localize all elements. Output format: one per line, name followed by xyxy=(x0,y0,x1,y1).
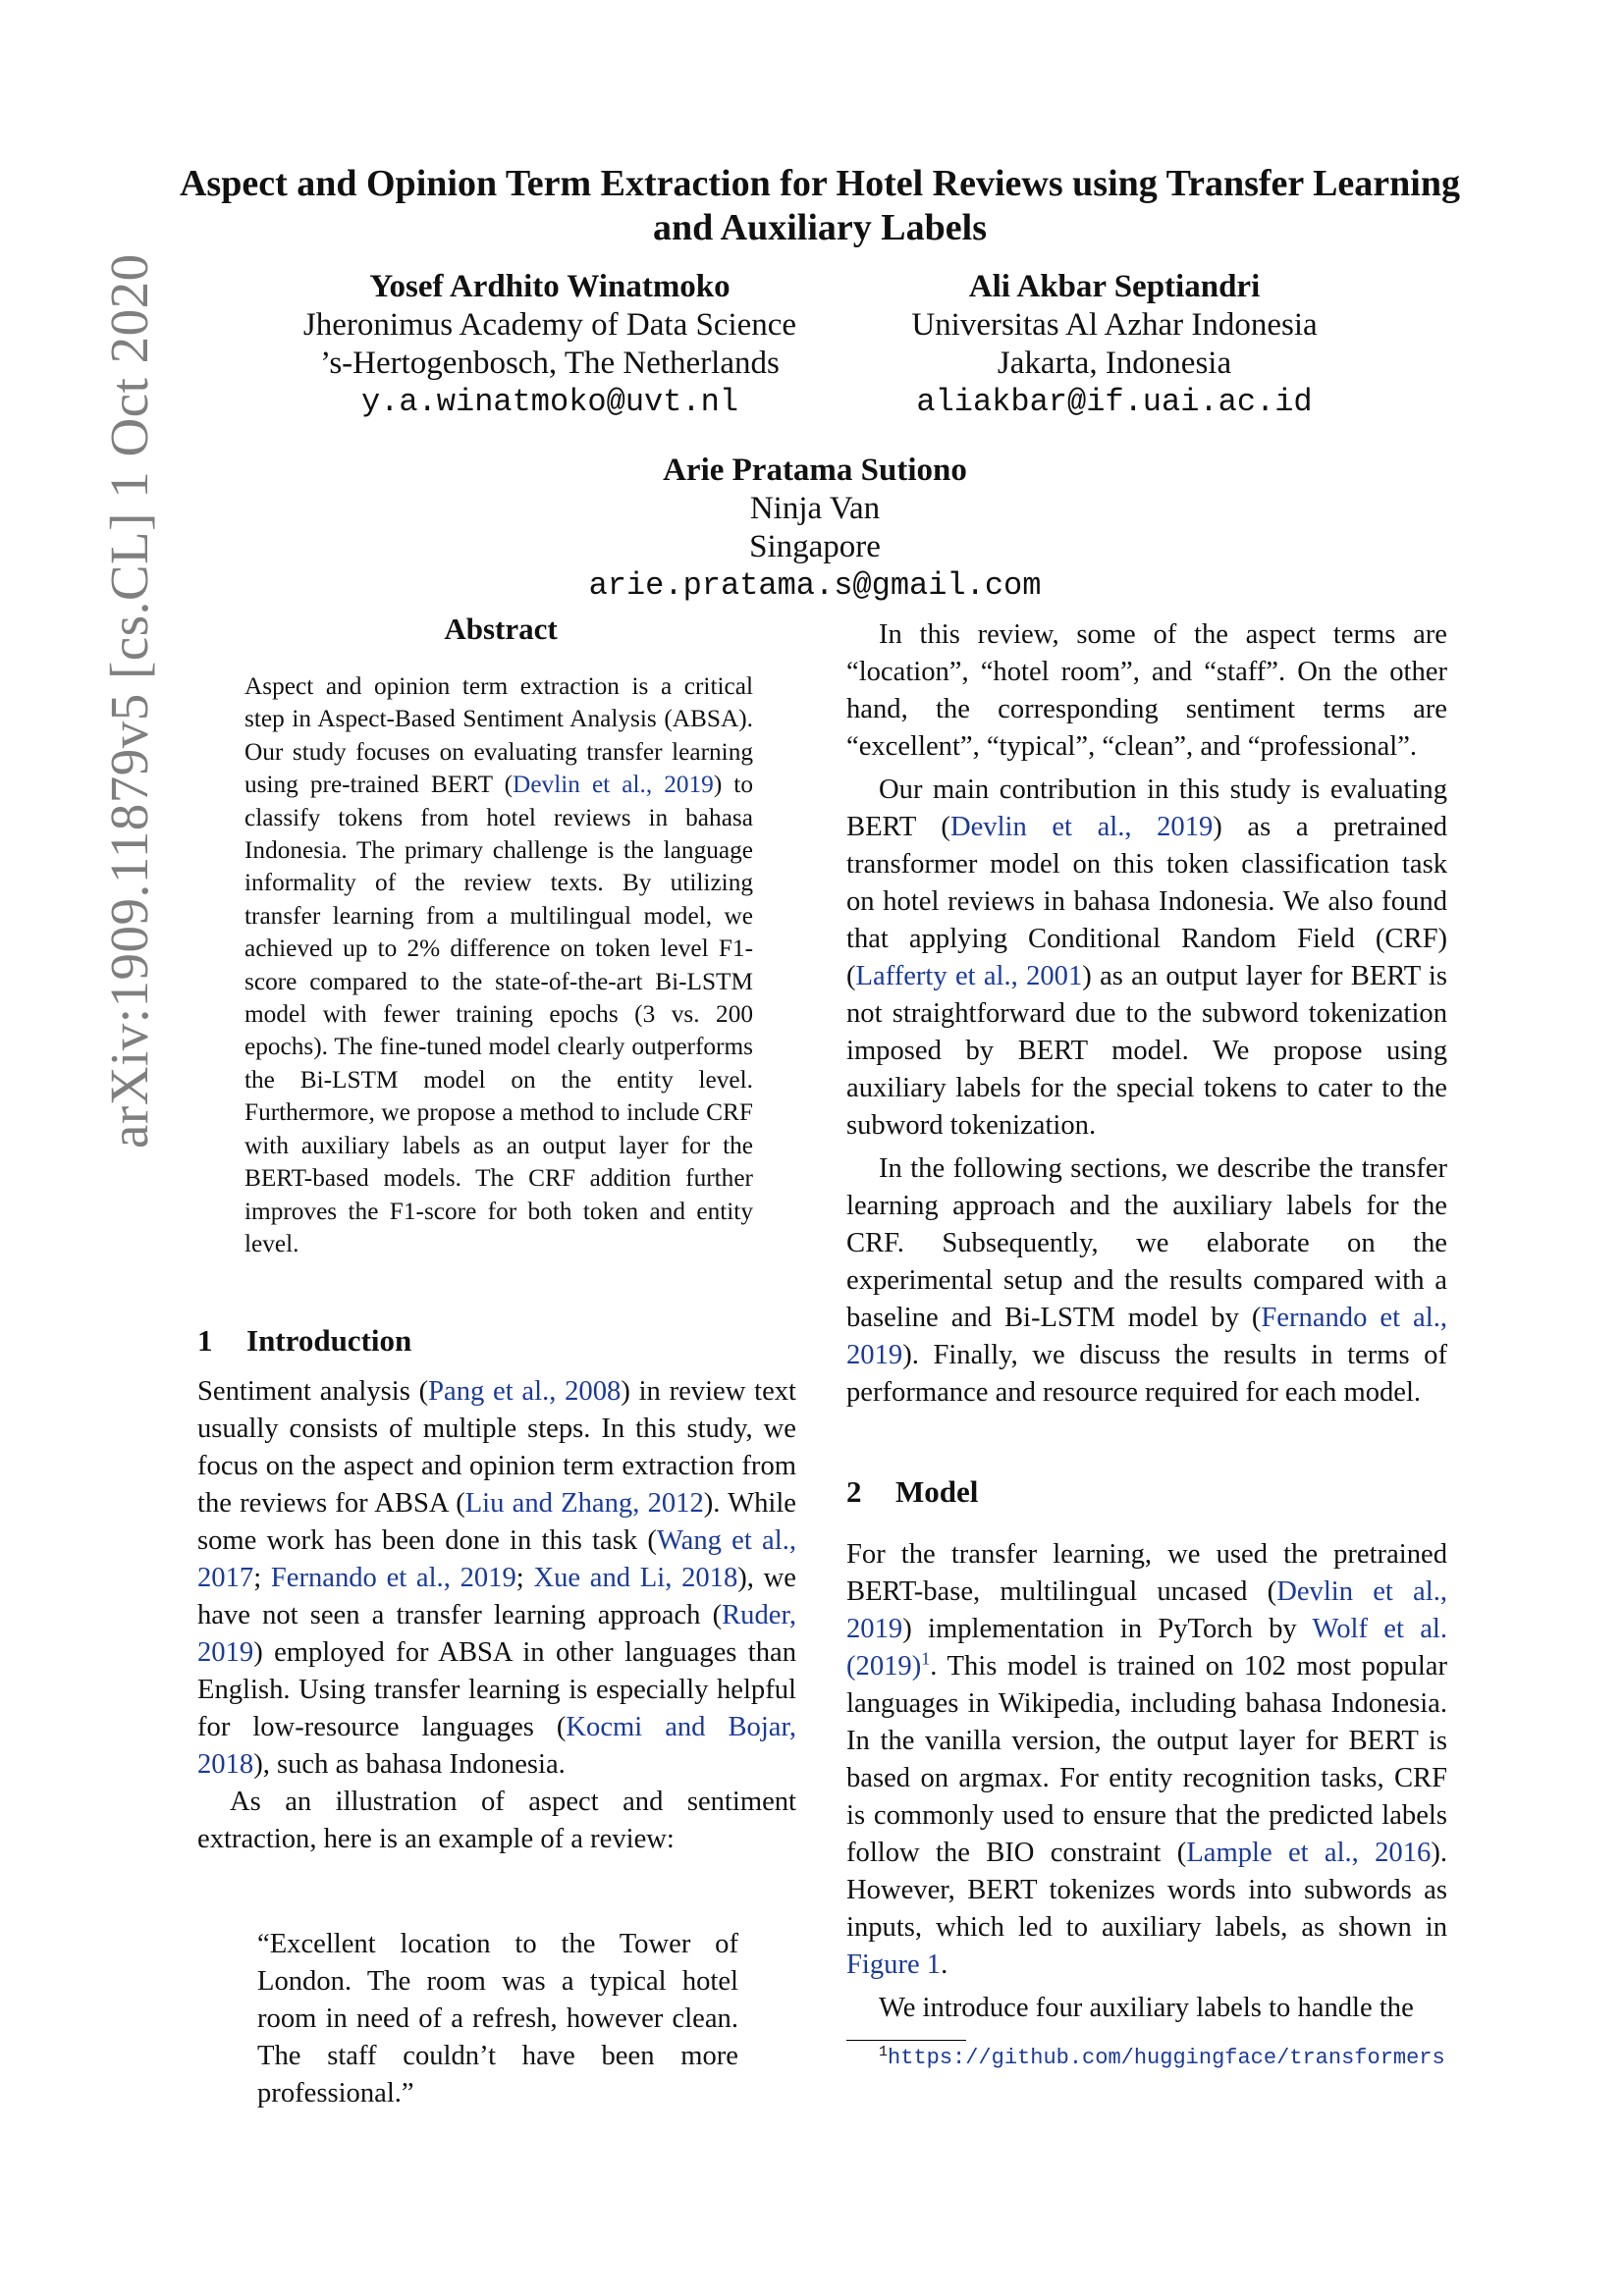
author-email[interactable]: aliakbar@if.uai.ac.id xyxy=(916,384,1313,420)
body-text: ; xyxy=(515,1563,534,1593)
author-affiliation: Ninja Van xyxy=(749,491,881,526)
arxiv-identifier-stamp: arXiv:1909.11879v5 [cs.CL] 1 Oct 2020 xyxy=(99,253,159,1148)
body-text: ) in review text usually consists of multiple steps. In this study, we focus on the aspect and opinion term extraction from the reviews for ABSA ( xyxy=(197,1376,796,1519)
author-name: Arie Pratama Sutiono xyxy=(663,453,967,488)
footnote-marker[interactable]: 1 xyxy=(921,1648,931,1669)
citation-link[interactable]: Wolf et al. (2019) xyxy=(846,1614,1447,1682)
citation-link[interactable]: Devlin et al., 2019 xyxy=(949,812,1214,842)
footnote-divider xyxy=(846,2040,966,2041)
author-affiliation: Universitas Al Azhar Indonesia xyxy=(911,307,1318,343)
body-text: ), we have not seen a transfer learning approach ( xyxy=(197,1563,796,1630)
paragraph xyxy=(846,1536,1447,1984)
citation-link[interactable]: Fernando et al., 2019 xyxy=(270,1563,516,1593)
paragraph: In this review, some of the aspect terms are “location”, “hotel room”, and “staff”. On the other hand, the corresponding sentiment terms are “excellent”, “typical”, “clean”, and “professional”. xyxy=(846,619,1447,762)
body-text: ) as a pretrained transformer model on this token classification task on hotel reviews in bahasa Indonesia. We also found that applying Conditional Random Field (CRF) ( xyxy=(846,812,1447,991)
section-heading-introduction xyxy=(197,1323,411,1359)
section-title: Model xyxy=(895,1474,979,1509)
citation-link[interactable]: Wang et al., 2017 xyxy=(197,1525,796,1593)
footnote-url-link[interactable]: https://github.com/huggingface/transformers xyxy=(888,2046,1445,2070)
citation-link[interactable]: Ruder, 2019 xyxy=(197,1600,796,1668)
author-email[interactable]: arie.pratama.s@gmail.com xyxy=(588,567,1042,604)
footnote xyxy=(846,2044,1447,2072)
author-location: ’s-Hertogenbosch, The Netherlands xyxy=(320,346,780,381)
body-text: Sentiment analysis ( xyxy=(197,1376,429,1407)
citation-link[interactable]: Pang et al., 2008 xyxy=(428,1376,622,1407)
review-example-quote: “Excellent location to the Tower of London. The room was a typical hotel room in need of a refresh, however clean. The staff couldn’t have been more professional.” xyxy=(257,1929,738,2109)
author-affiliation: Jheronimus Academy of Data Science xyxy=(302,307,797,343)
citation-link[interactable]: Devlin et al., 2019 xyxy=(513,771,714,799)
citation-link[interactable]: Lafferty et al., 2001 xyxy=(855,961,1083,991)
citation-link[interactable]: Lample et al., 2016 xyxy=(1186,1838,1432,1868)
body-text: ). While some work has been done in this task ( xyxy=(197,1488,797,1556)
citation-link[interactable]: Liu and Zhang, 2012 xyxy=(464,1488,704,1519)
body-text: ) implementation in PyTorch by xyxy=(902,1614,1313,1644)
author-name: Yosef Ardhito Winatmoko xyxy=(369,269,731,304)
body-text: ), such as bahasa Indonesia. xyxy=(253,1749,566,1780)
citation-link[interactable]: Devlin et al., 2019 xyxy=(846,1576,1447,1644)
author-name: Ali Akbar Septiandri xyxy=(968,269,1261,304)
body-text: In the following sections, we describe the transfer learning approach and the auxiliary labels for the CRF. Subsequently, we elaborate on the experimental setup and the results compared with a baseline and Bi-LSTM model by ( xyxy=(846,1153,1447,1333)
citation-link[interactable]: Fernando et al., 2019 xyxy=(846,1303,1447,1370)
figure-reference-link[interactable]: Figure 1 xyxy=(846,1949,942,1980)
section-heading-model xyxy=(846,1474,978,1510)
section-title: Introduction xyxy=(246,1323,412,1358)
body-text: ). Finally, we discuss the results in terms of performance and resource required for each model. xyxy=(846,1340,1447,1408)
paragraph xyxy=(846,1150,1447,1412)
section-number: 1 xyxy=(197,1323,213,1358)
body-text: Our main contribution in this study is evaluating BERT ( xyxy=(846,774,1447,842)
body-text: For the transfer learning, we used the pretrained BERT-base, multilingual uncased ( xyxy=(846,1539,1447,1607)
right-column-body xyxy=(846,616,1447,1412)
paragraph: As an illustration of aspect and sentiment extraction, here is an example of a review: xyxy=(197,1787,796,1854)
author-block-3 xyxy=(471,452,1159,605)
body-text: ; xyxy=(253,1563,271,1593)
paragraph xyxy=(846,772,1447,1145)
paragraph: We introduce four auxiliary labels to handle the xyxy=(879,1993,1414,2023)
section-number: 2 xyxy=(846,1474,862,1509)
author-location: Jakarta, Indonesia xyxy=(997,346,1232,381)
abstract-text: Aspect and opinion term extraction is a critical step in Aspect-Based Sentiment Analysis (ABSA). Our study focuses on evaluating transfer learning using pre-trained BERT ( xyxy=(244,672,753,799)
author-location: Singapore xyxy=(749,529,881,564)
abstract-body xyxy=(244,670,753,1260)
body-text: . This model is trained on 102 most popular languages in Wikipedia, including bahasa Indonesia. In the vanilla version, the output layer for BERT is based on argmax. For entity recognition tasks, CRF is commonly used to ensure that the predicted labels follow the BIO constraint ( xyxy=(846,1651,1447,1868)
body-text: ). However, BERT tokenizes words into subwords as inputs, which led to auxiliary labels, as shown in xyxy=(846,1838,1447,1943)
left-column-body xyxy=(197,1373,796,1858)
model-section-body xyxy=(846,1536,1447,2027)
author-block-1 xyxy=(255,268,844,421)
footnote-number: 1 xyxy=(879,2043,889,2060)
body-text: . xyxy=(941,1949,948,1980)
abstract-heading: Abstract xyxy=(444,612,558,646)
citation-link[interactable]: Kocmi and Bojar, 2018 xyxy=(197,1712,796,1780)
author-email[interactable]: y.a.winatmoko@uvt.nl xyxy=(360,384,739,420)
body-text: ) employed for ABSA in other languages than English. Using transfer learning is especially helpful for low-resource languages ( xyxy=(197,1637,796,1742)
paragraph xyxy=(197,1373,796,1784)
body-text: ) as an output layer for BERT is not straightforward due to the subword tokenization imposed by BERT model. We propose using auxiliary labels for the special tokens to cater to the subword tokenization. xyxy=(846,961,1447,1141)
paper-title: Aspect and Opinion Term Extraction for Hotel Reviews using Transfer Learning and Auxiliary Labels xyxy=(179,163,1460,248)
citation-link[interactable]: Xue and Li, 2018 xyxy=(533,1563,738,1593)
author-block-2 xyxy=(830,268,1399,421)
abstract-text: ) to classify tokens from hotel reviews in bahasa Indonesia. The primary challenge is the language informality of the review texts. By utilizing transfer learning from a multilingual model, we achieved up to 2% difference on token level F1-score compared to the state-of-the-art Bi-LSTM model with fewer training epochs (3 vs. 200 epochs). The fine-tuned model clearly outperforms the Bi-LSTM model on the entity level. Furthermore, we propose a method to include CRF with auxiliary labels as an output layer for the BERT-based models. The CRF addition further improves the F1-score for both token and entity level. xyxy=(244,771,753,1257)
